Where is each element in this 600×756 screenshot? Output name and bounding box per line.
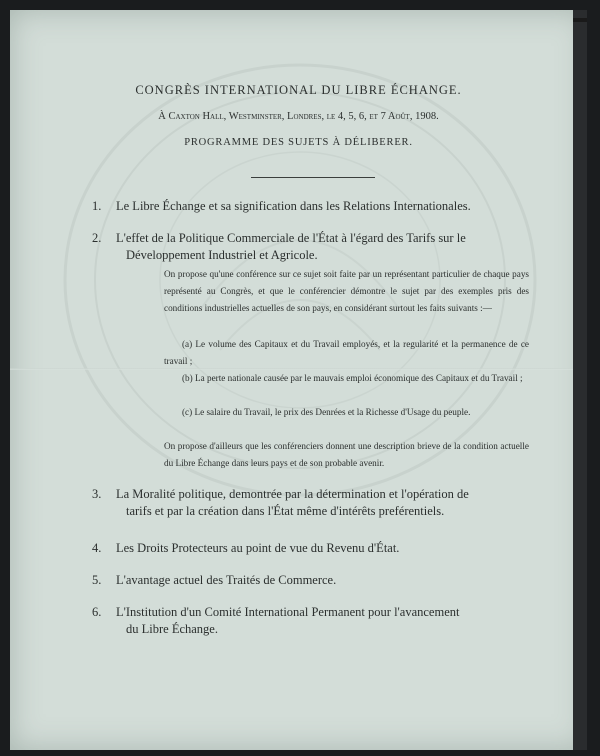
- item-number: 5.: [92, 573, 102, 587]
- programme-item-5: [92, 572, 530, 589]
- item-text-cont: tarifs et par la création dans l'État même d'intérêts preférentiels.: [126, 504, 445, 518]
- venue-dates: À Caxton Hall, Westminster, Londres, le 4, 5, 6, et 7 Août, 1908.: [158, 111, 439, 122]
- divider-rule: [251, 177, 375, 178]
- item-text-cont: du Libre Échange.: [126, 622, 218, 636]
- item-number: 4.: [92, 541, 102, 555]
- programme-item-3: [92, 486, 530, 520]
- item-number: 3.: [92, 487, 102, 501]
- document-page: [10, 10, 587, 750]
- scan-corner-mark: [573, 18, 587, 22]
- item-2-point-a: (a) Le volume des Capitaux et du Travail employés, et la regularité et la permanence de ce travail ;: [164, 339, 529, 366]
- item-text-cont: Développement Industriel et Agricole.: [126, 248, 318, 262]
- item-number: 6.: [92, 605, 102, 619]
- programme-item-4: [92, 540, 530, 557]
- item-2-outro: On propose d'ailleurs que les conférenciers donnent une description brieve de la condition actuelle du Libre Échange dans leurs pays et de son probable avenir.: [164, 441, 529, 468]
- item-text: L'Institution d'un Comité International Permanent pour l'avancement: [116, 605, 460, 619]
- item-number: 2.: [92, 231, 102, 245]
- item-2-intro: On propose qu'une conférence sur ce sujet soit faite par un représentant particulier de chaque pays représenté au Congrès, et que le conférencier démontre le sujet par des exemples pris des conditions industrielles actuelles de son pays, en considérant surtout les faits suivants :—: [164, 269, 529, 313]
- item-text: L'effet de la Politique Commerciale de l'État à l'égard des Tarifs sur le: [116, 231, 466, 245]
- item-2-point-c: (c) Le salaire du Travail, le prix des Denrées et la Richesse d'Usage du peuple.: [182, 407, 471, 417]
- programme-item-2: [92, 230, 530, 264]
- item-text: La Moralité politique, demontrée par la détermination et l'opération de: [116, 487, 469, 501]
- item-text: Le Libre Échange et sa signification dans les Relations Internationales.: [116, 199, 471, 213]
- item-text: L'avantage actuel des Traités de Commerce.: [116, 573, 337, 587]
- programme-heading: PROGRAMME DES SUJETS À DÉLIBERER.: [184, 137, 413, 148]
- item-2-point-b: (b) La perte nationale causée par le mauvais emploi économique des Capitaux et du Travail ;: [182, 373, 523, 383]
- item-number: 1.: [92, 199, 102, 213]
- item-text: Les Droits Protecteurs au point de vue du Revenu d'État.: [116, 541, 400, 555]
- programme-item-6: [92, 604, 530, 638]
- congress-title: CONGRÈS INTERNATIONAL DU LIBRE ÉCHANGE.: [135, 83, 462, 97]
- scan-edge: [573, 10, 587, 750]
- programme-item-1: [92, 198, 530, 215]
